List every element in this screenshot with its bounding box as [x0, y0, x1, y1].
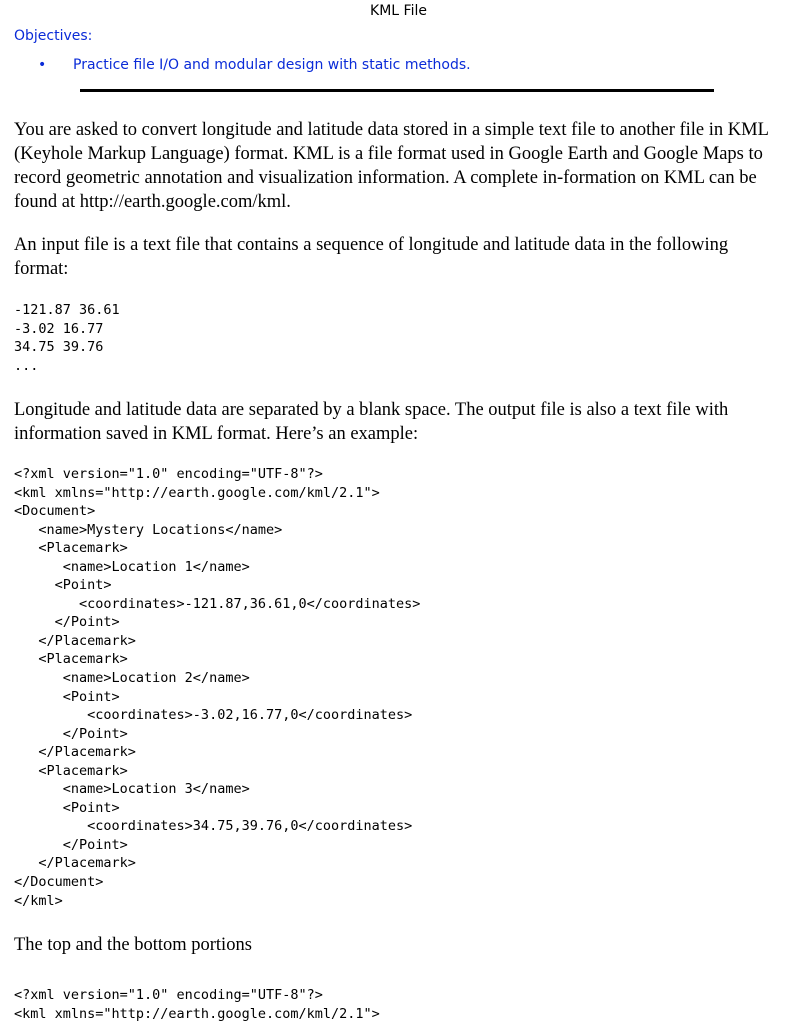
- objective-item-text: Practice file I/O and modular design with static methods.: [73, 57, 471, 73]
- code-line: <Placemark>: [14, 762, 128, 779]
- code-line: </Placemark>: [14, 744, 136, 761]
- code-line: <kml xmlns="http://earth.google.com/kml/2.1">: [14, 484, 380, 501]
- top-bottom-paragraph: The top and the bottom portions: [14, 935, 252, 955]
- top-portion-code: [14, 986, 380, 1023]
- code-line: <?xml version="1.0" encoding="UTF-8"?>: [14, 987, 323, 1003]
- input-format-paragraph: An input file is a text file that contains a sequence of longitude and latitude data in the following format:: [14, 235, 729, 279]
- code-line: <Point>: [14, 799, 120, 816]
- code-line: </Placemark>: [14, 855, 136, 872]
- code-line: <?xml version="1.0" encoding="UTF-8"?>: [14, 466, 323, 482]
- code-line: <kml xmlns="http://earth.google.com/kml/2.1">: [14, 1005, 380, 1022]
- objectives-heading: Objectives:: [14, 28, 93, 44]
- code-line: <name>Mystery Locations</name>: [14, 521, 283, 538]
- input-example-code: [14, 301, 120, 375]
- code-line: ...: [14, 357, 39, 374]
- code-line: </kml>: [14, 892, 63, 909]
- code-line: -3.02 16.77: [14, 320, 104, 337]
- code-line: 34.75 39.76: [14, 339, 104, 356]
- code-line: <coordinates>-3.02,16.77,0</coordinates>: [14, 707, 413, 724]
- code-line: </Point>: [14, 614, 120, 631]
- bullet-icon: •: [38, 57, 47, 73]
- code-line: </Point>: [14, 836, 128, 853]
- page-title: KML File: [370, 3, 427, 19]
- code-line: <Point>: [14, 577, 112, 594]
- output-format-paragraph: Longitude and latitude data are separated by a blank space. The output file is also a text file with information saved in KML format. Here’s an example:: [14, 400, 729, 444]
- code-line: <name>Location 2</name>: [14, 670, 250, 687]
- code-line: <Point>: [14, 688, 120, 705]
- code-line: <name>Location 3</name>: [14, 781, 250, 798]
- code-line: </Placemark>: [14, 632, 136, 649]
- code-line: -121.87 36.61: [14, 302, 120, 318]
- code-line: <name>Location 1</name>: [14, 558, 250, 575]
- kml-example-code: [14, 465, 420, 910]
- code-line: <Placemark>: [14, 540, 128, 557]
- code-line: <coordinates>34.75,39.76,0</coordinates>: [14, 818, 413, 835]
- objective-item: [38, 56, 471, 74]
- code-line: <coordinates>-121.87,36.61,0</coordinates>: [14, 595, 421, 612]
- horizontal-divider: [80, 89, 714, 92]
- code-line: </Document>: [14, 874, 104, 891]
- code-line: <Document>: [14, 503, 96, 520]
- intro-paragraph: You are asked to convert longitude and latitude data stored in a simple text file to another file in KML (Keyhole Markup Language) format. KML is a file format used in Google Earth and Google Maps to record geometric annotation and visualization information. A complete in-formation on KML can be found at http://earth.google.com/kml.: [14, 120, 769, 212]
- code-line: </Point>: [14, 725, 128, 742]
- code-line: <Placemark>: [14, 651, 128, 668]
